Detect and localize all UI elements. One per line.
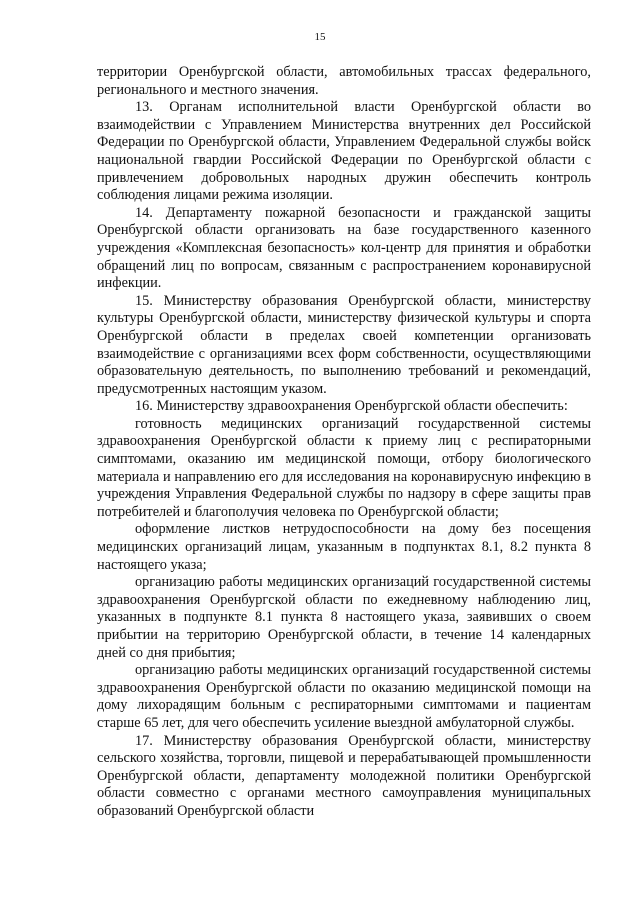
document-body [97, 64, 591, 821]
page-number: 15 [314, 31, 326, 43]
paragraph-item-15: 15. Министерству образования Оренбургской области, министерству культуры Оренбургской области, министерству физической культуры и спорта Оренбургской области в пределах своей компетенции организовать взаимодействие с организациями всех форм собственности, осуществляющими образовательную деятельность, по выполнению требований и рекомендаций, предусмотренных настоящим указом. [97, 292, 591, 397]
paragraph-item-14: 14. Департаменту пожарной безопасности и гражданской защиты Оренбургской области организовать на базе государственного казенного учреждения «Комплексная безопасность» кол-центр для принятия и обработки обращений лиц по вопросам, связанным с распространением коронавирусной инфекции. [97, 204, 591, 292]
paragraph-item-16: 16. Министерству здравоохранения Оренбургской области обеспечить: [135, 398, 568, 415]
paragraph-item-16-readiness: готовность медицинских организаций государственной системы здравоохранения Оренбургской области к приему лиц с респираторными симптомами, оказанию им медицинской помощи, отбору биологического материала и направлению его для исследования на коронавирусную инфекцию в учреждения Управления Федеральной службы по надзору в сфере защиты прав потребителей и благополучия человека по Оренбургской области; [97, 415, 591, 520]
paragraph-continuation: территории Оренбургской области, автомобильных трассах федерального, регионального и местного значения. [97, 64, 591, 98]
paragraph-item-16-sick-leave: оформление листков нетрудоспособности на дому без посещения медицинских организаций лицам, указанным в подпунктах 8.1, 8.2 пункта 8 настоящего указа; [97, 521, 591, 573]
paragraph-item-16-home-care: организацию работы медицинских организаций государственной системы здравоохранения Оренбургской области по оказанию медицинской помощи на дому лихорадящим больным с респираторными симптомами и пациентам старше 65 лет, для чего обеспечить усиление выездной амбулаторной службы. [97, 662, 591, 731]
paragraph-item-16-observation: организацию работы медицинских организаций государственной системы здравоохранения Оренбургской области по ежедневному наблюдению лиц, указанных в подпункте 8.1 пункта 8 настоящего указа, заявивших о своем прибытии на территорию Оренбургской области, в течение 14 календарных дней со дня прибытия; [97, 574, 591, 661]
paragraph-item-17: 17. Министерству образования Оренбургской области, министерству сельского хозяйства, торговли, пищевой и перерабатывающей промышленности Оренбургской области, департаменту молодежной политики Оренбургской области совместно с органами местного самоуправления муниципальных образований Оренбургской области [97, 732, 591, 819]
paragraph-item-13: 13. Органам исполнительной власти Оренбургской области во взаимодействии с Управлением Министерства внутренних дел Российской Федерации по Оренбургской области, Управлением Федеральной службы войск национальной гвардии Российской Федерации по Оренбургской области с привлечением добровольных народных дружин обеспечить контроль соблюдения лицами режима изоляции. [97, 99, 591, 204]
